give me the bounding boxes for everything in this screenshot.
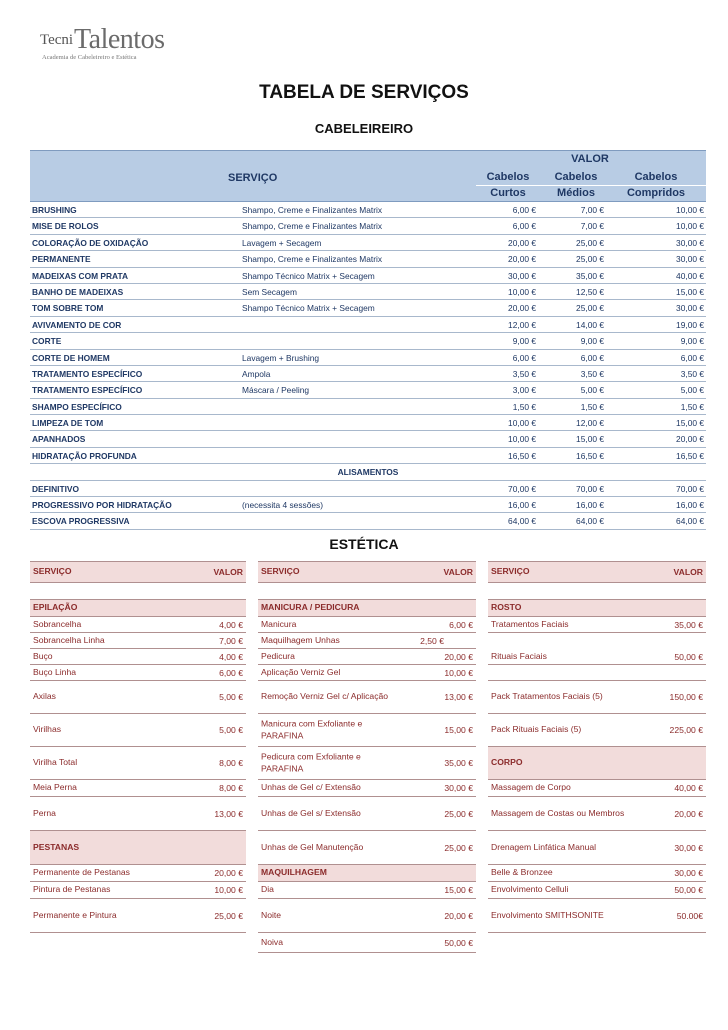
price-long: 16,50 € (676, 450, 704, 461)
price-medium: 3,50 € (580, 368, 604, 379)
item-name: Remoção Verniz Gel c/ Aplicação (261, 691, 389, 702)
logo (40, 22, 165, 62)
item-name: Meia Perna (33, 782, 77, 793)
estetica-column-2 (258, 561, 476, 953)
item-price: 50,00 € (674, 651, 703, 662)
price-short: 10,00 € (508, 434, 536, 445)
item-price: 15,00 € (444, 885, 473, 895)
price-medium: 25,00 € (576, 254, 604, 265)
price-short: 9,00 € (512, 336, 536, 347)
price-long: 10,00 € (676, 221, 704, 232)
item-price: 20,00 € (674, 808, 703, 819)
list-item (488, 831, 706, 865)
price-medium: 1,50 € (580, 401, 604, 412)
item-price: 8,00 € (219, 758, 243, 768)
service-name: SHAMPO ESPECÍFICO (32, 401, 122, 412)
price-long: 3,50 € (680, 368, 704, 379)
logo-part-2: Talentos (74, 24, 165, 55)
service-name: PERMANENTE (32, 254, 91, 265)
item-price: 10,00 € (214, 885, 243, 895)
price-medium: 25,00 € (576, 303, 604, 314)
price-long: 30,00 € (676, 254, 704, 265)
list-item (488, 882, 706, 899)
category-label: MAQUILHAGEM (261, 867, 327, 878)
service-name: TOM SOBRE TOM (32, 303, 104, 314)
logo-part-1: Tecni (40, 32, 74, 48)
item-price: 35,00 € (444, 758, 473, 768)
item-name: Manicura (261, 618, 297, 629)
service-name: TRATAMENTO ESPECÍFICO (32, 385, 143, 396)
col3-header (488, 561, 706, 583)
list-item (30, 747, 246, 780)
price-medium: 16,50 € (576, 450, 604, 461)
item-price: 25,00 € (444, 842, 473, 853)
item-name: Pintura de Pestanas (33, 884, 111, 895)
section-title-estetica: ESTÉTICA (329, 536, 399, 552)
table-row (30, 333, 706, 349)
service-name: ESCOVA PROGRESSIVA (32, 516, 130, 527)
price-long: 16,00 € (676, 500, 704, 511)
category-pestanas (30, 831, 246, 865)
price-short: 16,50 € (508, 450, 536, 461)
service-name: MISE DE ROLOS (32, 221, 99, 232)
item-name: Sobrancelha (33, 618, 82, 629)
price-short: 64,00 € (508, 516, 536, 527)
list-item (258, 681, 476, 714)
list-item (30, 633, 246, 649)
service-name: CORTE (32, 336, 62, 347)
table-row (30, 317, 706, 333)
item-name: Massagem de Corpo (491, 782, 571, 793)
item-price: 4,00 € (219, 619, 243, 630)
header-servico: SERVIÇO (228, 172, 278, 184)
list-item (30, 649, 246, 665)
price-medium: 9,00 € (580, 336, 604, 347)
item-price: 2,50 € (420, 635, 444, 646)
list-item (258, 831, 476, 865)
item-price: 6,00 € (449, 619, 473, 630)
item-price: 20,00 € (444, 910, 473, 921)
price-short: 20,00 € (508, 303, 536, 314)
service-description: Lavagem + Brushing (242, 352, 320, 363)
list-item (258, 899, 476, 933)
item-name: Noiva (261, 936, 283, 947)
item-price: 30,00 € (444, 783, 473, 793)
price-short: 10,00 € (508, 418, 536, 429)
item-name: Belle & Bronzee (491, 867, 553, 878)
list-item (258, 747, 476, 780)
price-long: 10,00 € (676, 205, 704, 215)
service-name: HIDRATAÇÃO PROFUNDA (32, 450, 137, 461)
item-price: 30,00 € (674, 842, 703, 853)
price-long: 15,00 € (676, 418, 704, 429)
spacer (30, 583, 246, 599)
price-long: 19,00 € (676, 319, 704, 330)
service-name: APANHADOS (32, 434, 86, 445)
item-name: Maquilhagem Unhas (261, 634, 340, 645)
service-description: (necessita 4 sessões) (242, 500, 323, 511)
price-medium: 70,00 € (576, 483, 604, 494)
list-item (488, 865, 706, 882)
item-name: Pedicura (261, 650, 295, 661)
price-medium: 14,00 € (576, 319, 604, 330)
price-short: 70,00 € (508, 483, 536, 494)
item-price: 25,00 € (444, 808, 473, 819)
header-valor: VALOR (571, 153, 609, 165)
service-description: Shampo, Creme e Finalizantes Matrix (242, 205, 383, 215)
header-col3-line1: Cabelos (634, 171, 678, 183)
table-row (30, 251, 706, 267)
alisamentos-title: ALISAMENTOS (337, 467, 399, 478)
service-description: Sem Secagem (242, 286, 297, 297)
item-name: Unhas de Gel s/ Extensão (261, 807, 361, 818)
item-price: 35,00 € (674, 619, 703, 630)
table-row (30, 448, 706, 464)
price-medium: 25,00 € (576, 237, 604, 248)
category-corpo (488, 747, 706, 780)
list-item (488, 780, 706, 797)
table-row (30, 382, 706, 398)
price-short: 20,00 € (508, 254, 536, 265)
service-name: COLORAÇÃO DE OXIDAÇÃO (32, 237, 149, 248)
table-row (30, 415, 706, 431)
list-item (258, 649, 476, 665)
item-name: Perna (33, 807, 56, 818)
price-short: 20,00 € (508, 237, 536, 248)
item-price: 5,00 € (219, 725, 243, 735)
col3-header-valor: VALOR (673, 567, 703, 577)
item-price: 50,00 € (444, 937, 473, 948)
list-item (258, 797, 476, 831)
price-long: 30,00 € (676, 303, 704, 314)
price-medium: 35,00 € (576, 270, 604, 281)
price-long: 6,00 € (680, 352, 704, 363)
list-item (488, 899, 706, 933)
list-item (258, 882, 476, 899)
price-short: 3,50 € (512, 368, 536, 379)
category-epilacao (30, 599, 246, 617)
item-price: 20,00 € (444, 651, 473, 662)
table-row (30, 350, 706, 366)
price-long: 15,00 € (676, 286, 704, 297)
spacer (488, 665, 706, 681)
table-row (30, 284, 706, 300)
item-name: Sobrancelha Linha (33, 634, 105, 645)
category-label: EPILAÇÃO (33, 602, 78, 613)
item-price: 13,00 € (444, 692, 473, 702)
item-price: 50.00€ (676, 910, 703, 921)
list-item (30, 865, 246, 882)
price-short: 6,00 € (512, 205, 536, 215)
price-short: 3,00 € (512, 385, 536, 396)
price-long: 1,50 € (680, 401, 704, 412)
table-row (30, 431, 706, 447)
item-name: Envolvimento Celluli (491, 884, 569, 895)
col2-header (258, 561, 476, 583)
header-col1-line1: Cabelos (486, 171, 530, 183)
item-name: Unhas de Gel c/ Extensão (261, 782, 361, 793)
table-row (30, 513, 706, 529)
category-label: MANICURA / PEDICURA (261, 602, 360, 613)
table-row (30, 218, 706, 234)
service-name: LIMPEZA DE TOM (32, 418, 104, 429)
price-medium: 6,00 € (580, 352, 604, 363)
item-name: Buço (33, 650, 53, 661)
list-item (30, 899, 246, 933)
list-item (488, 797, 706, 831)
header-divider (476, 185, 706, 186)
item-name: Buço Linha (33, 666, 77, 677)
col1-header-valor: VALOR (213, 567, 243, 577)
table-row (30, 399, 706, 415)
alisamentos-rows (30, 481, 706, 530)
price-medium: 5,00 € (580, 385, 604, 396)
price-long: 20,00 € (676, 434, 704, 445)
category-label: PESTANAS (33, 841, 80, 852)
estetica-column-3 (488, 561, 706, 933)
item-name: Virilhas (33, 724, 62, 735)
table-row (30, 300, 706, 316)
item-name: Noite (261, 909, 282, 920)
col1-header (30, 561, 246, 583)
item-price: 5,00 € (219, 692, 243, 702)
price-long: 30,00 € (676, 237, 704, 248)
list-item (488, 714, 706, 747)
price-long: 70,00 € (676, 483, 704, 494)
item-price: 20,00 € (214, 868, 243, 878)
price-long: 40,00 € (676, 270, 704, 281)
table-row (30, 497, 706, 513)
col1-header-servico: SERVIÇO (33, 566, 72, 577)
service-name: BANHO DE MADEIXAS (32, 286, 124, 297)
item-price: 25,00 € (214, 910, 243, 921)
price-medium: 7,00 € (580, 221, 604, 232)
item-name: Virilha Total (33, 757, 78, 768)
category-maquilhagem (258, 865, 476, 882)
service-description: Lavagem + Secagem (242, 237, 322, 248)
header-col2-line1: Cabelos (554, 171, 598, 183)
price-medium: 7,00 € (580, 205, 604, 215)
item-name: Manicura com Exfoliante e PARAFINA (261, 718, 363, 740)
item-price: 150,00 € (669, 692, 703, 702)
list-item (258, 780, 476, 797)
service-name: MADEIXAS COM PRATA (32, 270, 128, 281)
list-item (30, 797, 246, 831)
list-item (258, 617, 476, 633)
item-name: Envolvimento SMITHSONITE (491, 909, 604, 920)
price-short: 6,00 € (512, 352, 536, 363)
item-price: 30,00 € (674, 868, 703, 878)
table-row (30, 268, 706, 284)
estetica-column-1 (30, 561, 246, 933)
header-col1-line2: Curtos (490, 187, 526, 199)
alisamentos-header (30, 464, 706, 480)
item-name: Axilas (33, 691, 56, 702)
col2-header-servico: SERVIÇO (261, 566, 300, 577)
spacer (258, 583, 476, 599)
item-name: Rituais Faciais (491, 650, 547, 661)
price-medium: 12,00 € (576, 418, 604, 429)
price-short: 16,00 € (508, 500, 536, 511)
item-price: 6,00 € (219, 667, 243, 678)
service-name: PROGRESSIVO POR HIDRATAÇÃO (32, 500, 172, 511)
service-name: BRUSHING (32, 205, 77, 215)
section-title-cabeleireiro: CABELEIREIRO (314, 121, 414, 136)
col3-header-servico: SERVIÇO (491, 566, 530, 577)
item-name: Unhas de Gel Manutenção (261, 841, 364, 852)
item-name: Aplicação Verniz Gel (261, 666, 341, 677)
item-name: Permanente e Pintura (33, 909, 117, 920)
item-price: 7,00 € (219, 635, 243, 646)
price-short: 30,00 € (508, 270, 536, 281)
price-short: 10,00 € (508, 286, 536, 297)
table-row (30, 202, 706, 218)
service-name: DEFINITIVO (32, 483, 79, 494)
item-name: Permanente de Pestanas (33, 867, 130, 878)
service-description: Shampo, Creme e Finalizantes Matrix (242, 254, 383, 265)
list-item (258, 665, 476, 681)
list-item (30, 665, 246, 681)
table-row (30, 235, 706, 251)
item-name: Dia (261, 884, 274, 895)
list-item (30, 617, 246, 633)
price-medium: 15,00 € (576, 434, 604, 445)
header-col3-line2: Compridos (626, 187, 686, 199)
item-price: 40,00 € (674, 783, 703, 793)
price-medium: 12,50 € (576, 286, 604, 297)
hair-rows (30, 202, 706, 464)
header-col2-line2: Médios (557, 187, 595, 199)
price-medium: 64,00 € (576, 516, 604, 527)
item-name: Tratamentos Faciais (491, 618, 569, 629)
list-item (30, 681, 246, 714)
service-description: Ampola (242, 368, 271, 379)
item-name: Pedicura com Exfoliante e PARAFINA (261, 751, 361, 773)
price-long: 5,00 € (680, 385, 704, 396)
service-name: AVIVAMENTO DE COR (32, 319, 122, 330)
price-long: 64,00 € (676, 516, 704, 527)
list-item (30, 780, 246, 797)
table-row (30, 366, 706, 382)
category-rosto (488, 599, 706, 617)
service-description: Shampo Técnico Matrix + Secagem (242, 270, 375, 281)
item-price: 225,00 € (669, 725, 703, 735)
list-item (258, 933, 476, 953)
list-item (258, 633, 476, 649)
table-row (30, 481, 706, 497)
list-item (30, 882, 246, 899)
item-name: Pack Rituais Faciais (5) (491, 724, 582, 735)
list-item (488, 681, 706, 714)
category-manicura-pedicura (258, 599, 476, 617)
list-item (488, 617, 706, 633)
spacer (488, 633, 706, 649)
logo-tagline: Academia de Cabeleireiro e Estética (42, 54, 137, 61)
list-item (488, 649, 706, 665)
page-title: TABELA DE SERVIÇOS (259, 82, 469, 103)
service-name: TRATAMENTO ESPECÍFICO (32, 368, 143, 379)
item-price: 50,00 € (674, 885, 703, 895)
service-description: Máscara / Peeling (242, 385, 310, 396)
item-name: Drenagem Linfática Manual (491, 841, 597, 852)
item-price: 4,00 € (219, 651, 243, 662)
price-medium: 16,00 € (576, 500, 604, 511)
item-name: Massagem de Costas ou Membros (491, 807, 625, 818)
category-label: ROSTO (491, 602, 522, 613)
price-long: 9,00 € (680, 336, 704, 347)
spacer (488, 583, 706, 599)
item-price: 10,00 € (444, 667, 473, 678)
item-price: 15,00 € (444, 725, 473, 735)
price-short: 1,50 € (512, 401, 536, 412)
item-price: 13,00 € (214, 808, 243, 819)
service-description: Shampo Técnico Matrix + Secagem (242, 303, 375, 314)
list-item (258, 714, 476, 747)
col2-header-valor: VALOR (443, 567, 473, 577)
service-name: CORTE DE HOMEM (32, 352, 110, 363)
item-name: Pack Tratamentos Faciais (5) (491, 691, 603, 702)
service-description: Shampo, Creme e Finalizantes Matrix (242, 221, 383, 232)
price-short: 6,00 € (512, 221, 536, 232)
hair-services-table (30, 150, 706, 530)
category-label: CORPO (491, 757, 523, 768)
hair-table-header (30, 150, 706, 202)
list-item (30, 714, 246, 747)
price-short: 12,00 € (508, 319, 536, 330)
item-price: 8,00 € (219, 783, 243, 793)
